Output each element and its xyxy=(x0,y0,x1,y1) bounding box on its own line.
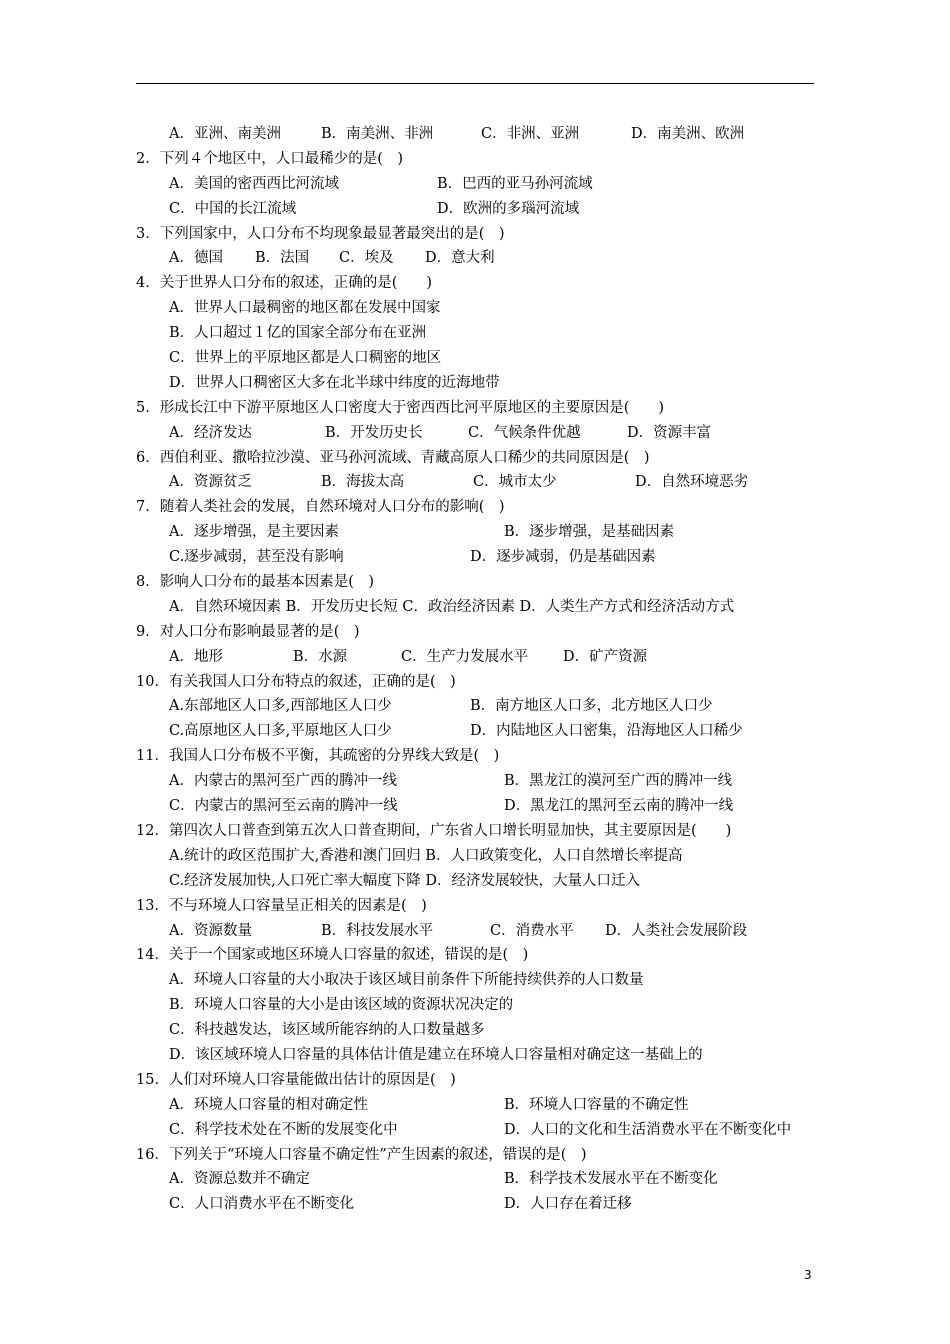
option-text: A．美国的密西西比河流域 xyxy=(169,175,339,192)
option-text: C.经济发展加快,人口死亡率大幅度下降 D．经济发展较快，大量人口迁入 xyxy=(169,872,641,889)
option-text: B．水源 xyxy=(293,648,348,665)
option-row xyxy=(136,371,836,396)
question-stem: 9．对人口分布影响最显著的是( ) xyxy=(136,623,360,640)
question-stem: 6．西伯利亚、撒哈拉沙漠、亚马孙河流域、青藏高原人口稀少的共同原因是( ) xyxy=(136,449,650,466)
option-text: D．逐步减弱，仍是基础因素 xyxy=(470,549,656,566)
option-row xyxy=(136,1043,836,1068)
option-text: B．黑龙江的漠河至广西的腾冲一线 xyxy=(504,773,733,790)
option-row xyxy=(136,993,836,1018)
option-text: C．科学技术处在不断的发展变化中 xyxy=(169,1121,398,1138)
option-text: A．亚洲、南美洲 xyxy=(169,126,281,142)
option-text: A．环境人口容量的大小取决于该区域目前条件下所能持续供养的人口数量 xyxy=(169,972,644,989)
option-row xyxy=(136,470,836,495)
option-text: B．海拔太高 xyxy=(321,474,405,491)
option-text: C.高原地区人口多,平原地区人口少 xyxy=(169,723,392,740)
option-text: B．逐步增强，是基础因素 xyxy=(504,524,675,541)
option-row xyxy=(136,869,836,894)
option-text: C.逐步减弱，甚至没有影响 xyxy=(169,549,344,566)
option-row xyxy=(136,844,836,869)
question-stem: 5．形成长江中下游平原地区人口密度大于密西西比河平原地区的主要原因是( ) xyxy=(136,399,665,416)
option-text: D．南美洲、欧洲 xyxy=(631,126,745,142)
option-text: A．资源贫乏 xyxy=(169,474,252,491)
option-text: C．消费水平 xyxy=(490,922,574,939)
option-text: D．意大利 xyxy=(425,250,495,267)
option-row xyxy=(136,645,836,670)
option-text: D．该区域环境人口容量的具体估计值是建立在环境人口容量相对确定这一基础上的 xyxy=(169,1046,703,1063)
option-row xyxy=(136,520,836,545)
option-row xyxy=(136,719,836,744)
question-stem: 12．第四次人口普查到第五次人口普查期间，广东省人口增长明显加快，其主要原因是( ) xyxy=(136,822,732,839)
option-text: C．世界上的平原地区都是人口稠密的地区 xyxy=(169,350,442,367)
option-text: B．南方地区人口多，北方地区人口少 xyxy=(470,698,713,715)
option-text: A．资源数量 xyxy=(169,922,252,939)
page-number: 3 xyxy=(804,1268,812,1282)
option-row xyxy=(136,346,836,371)
option-row xyxy=(136,1118,836,1143)
option-text: A．经济发达 xyxy=(169,424,252,441)
option-row xyxy=(136,296,836,321)
option-row xyxy=(136,595,836,620)
option-text: D．人口存在着迁移 xyxy=(504,1196,632,1213)
option-text: D．黑龙江的黑河至云南的腾冲一线 xyxy=(504,798,734,815)
option-text: A．德国 xyxy=(169,250,223,267)
question-stem: 15．人们对环境人口容量能做出估计的原因是( ) xyxy=(136,1071,456,1088)
option-text: A．内蒙古的黑河至广西的腾冲一线 xyxy=(169,773,397,790)
question-stem: 2．下列４个地区中，人口最稀少的是( ) xyxy=(136,150,404,167)
option-row xyxy=(136,1167,836,1192)
option-text: C．中国的长江流域 xyxy=(169,200,297,217)
option-row xyxy=(136,1192,836,1217)
option-text: B．开发历史长 xyxy=(325,424,423,441)
option-text: B．科学技术发展水平在不断变化 xyxy=(504,1171,718,1188)
option-text: A．世界人口最稠密的地区都在发展中国家 xyxy=(169,300,441,317)
option-text: C．内蒙古的黑河至云南的腾冲一线 xyxy=(169,798,398,815)
option-text: C．人口消费水平在不断变化 xyxy=(169,1196,355,1213)
option-text: C．科技越发达，该区域所能容纳的人口数量越多 xyxy=(169,1022,485,1039)
option-text: B．环境人口容量的不确定性 xyxy=(504,1096,689,1113)
option-row xyxy=(136,545,836,570)
option-text: D．内陆地区人口密集，沿海地区人口稀少 xyxy=(470,723,743,740)
option-row xyxy=(136,968,836,993)
option-text: A．地形 xyxy=(169,648,223,665)
option-text: A．逐步增强，是主要因素 xyxy=(169,524,339,541)
option-row xyxy=(136,1093,836,1118)
option-row xyxy=(136,321,836,346)
option-text: D．人口的文化和生活消费水平在不断变化中 xyxy=(504,1121,792,1138)
question-stem: 8．影响人口分布的最基本因素是( ) xyxy=(136,574,375,591)
option-text: D．资源丰富 xyxy=(627,424,712,441)
option-text: B．法国 xyxy=(255,250,310,267)
option-row xyxy=(136,919,836,944)
option-row xyxy=(136,694,836,719)
question-list xyxy=(136,122,836,1217)
option-text: B．人口超过１亿的国家全部分布在亚洲 xyxy=(169,325,427,342)
option-text: B．环境人口容量的大小是由该区域的资源状况决定的 xyxy=(169,997,514,1014)
question-stem: 11．我国人口分布极不平衡，其疏密的分界线大致是( ) xyxy=(136,748,500,765)
option-row xyxy=(136,794,836,819)
option-row xyxy=(136,172,836,197)
option-text: D．欧洲的多瑙河流域 xyxy=(437,200,580,217)
option-text: D．自然环境恶劣 xyxy=(635,474,749,491)
question-stem: 7．随着人类社会的发展，自然环境对人口分布的影响( ) xyxy=(136,499,505,516)
option-row xyxy=(136,246,836,271)
question-stem: 3．下列国家中，人口分布不均现象最显著最突出的是( ) xyxy=(136,225,505,242)
option-row xyxy=(136,197,836,222)
question-stem: 16．下列关于“环境人口容量不确定性”产生因素的叙述，错误的是( ) xyxy=(136,1146,587,1163)
option-text: A．资源总数并不确定 xyxy=(169,1171,310,1188)
question-stem: 13．不与环境人口容量呈正相关的因素是( ) xyxy=(136,897,427,914)
option-text: A．环境人口容量的相对确定性 xyxy=(169,1096,368,1113)
question-stem: 14．关于一个国家或地区环境人口容量的叙述，错误的是( ) xyxy=(136,947,529,964)
option-text: D．世界人口稠密区大多在北半球中纬度的近海地带 xyxy=(169,374,500,391)
option-row xyxy=(136,122,836,147)
question-stem: 10．有关我国人口分布特点的叙述，正确的是( ) xyxy=(136,673,456,690)
option-row xyxy=(136,1018,836,1043)
question-stem: 4．关于世界人口分布的叙述，正确的是( ) xyxy=(136,275,433,292)
option-text: D．人类社会发展阶段 xyxy=(605,922,748,939)
header-rule xyxy=(136,83,814,84)
option-text: A.东部地区人口多,西部地区人口少 xyxy=(169,698,392,715)
option-text: C．生产力发展水平 xyxy=(401,648,529,665)
option-text: C．气候条件优越 xyxy=(468,424,581,441)
option-text: A．自然环境因素 B．开发历史长短 C．政治经济因素 D．人类生产方式和经济活动方式 xyxy=(169,598,735,615)
option-text: C．埃及 xyxy=(339,250,394,267)
option-text: C．非洲、亚洲 xyxy=(481,126,580,142)
option-text: C．城市太少 xyxy=(473,474,557,491)
option-text: A.统计的政区范围扩大,香港和澳门回归 B．人口政策变化，人口自然增长率提高 xyxy=(169,847,683,864)
option-row xyxy=(136,421,836,446)
option-text: B．巴西的亚马孙河流域 xyxy=(437,175,593,192)
option-text: B．南美洲、非洲 xyxy=(321,126,434,142)
option-text: D．矿产资源 xyxy=(563,648,648,665)
option-text: B．科技发展水平 xyxy=(321,922,434,939)
option-row xyxy=(136,769,836,794)
